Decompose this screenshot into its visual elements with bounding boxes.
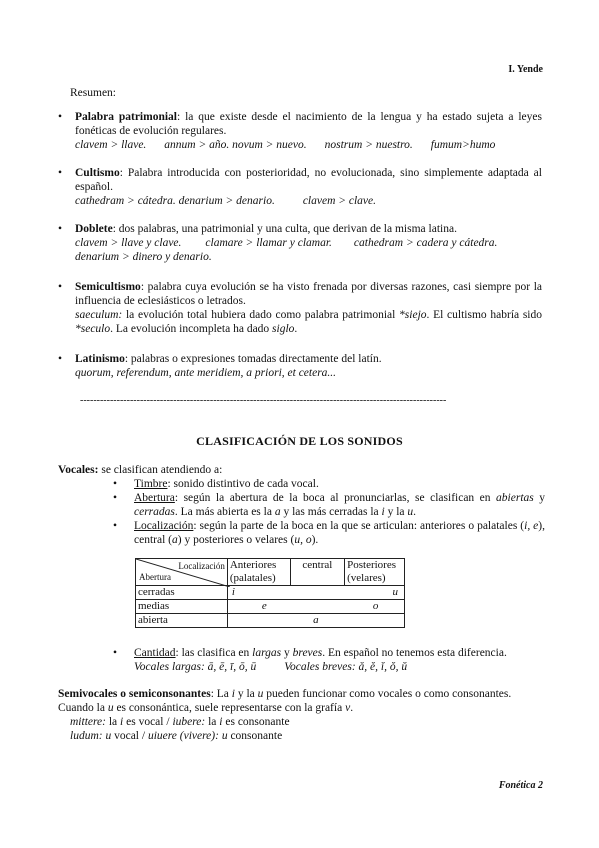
- vocales-largas: Vocales largas: ā, ē, ī, ō, ū: [134, 661, 257, 673]
- bullet-icon: •: [113, 520, 118, 532]
- localizacion-item: • Localización: según la parte de la boca en la que se articulan: anteriores o palatales (i, e), central (a) y posteriores o velares (u, o).: [113, 520, 545, 546]
- term: Cultismo: [75, 167, 120, 179]
- header-author: I. Yende: [508, 64, 543, 75]
- vowel-table: [135, 558, 405, 628]
- examples: [75, 236, 542, 250]
- timbre-item: • Timbre: sonido distintivo de cada vocal.: [113, 478, 319, 490]
- example: cathedram > cátedra. denarium > denario.: [75, 195, 275, 207]
- bullet-icon: •: [58, 353, 63, 365]
- example: clavem > llave y clave.: [75, 237, 182, 249]
- bullet-icon: •: [113, 492, 118, 504]
- example: cathedram > cadera y cátedra.: [353, 237, 498, 249]
- semivocales-block: Semivocales o semiconsonantes: La i y la u pueden funcionar como vocales o como consonantes. Cuando la u es consonántica, suele representarse con la grafía v. mittere: la i es vocal / iubere: la i es consonante ludum: u vocal / uiuere (vivere): u consonante: [58, 688, 512, 742]
- examples: [75, 366, 542, 380]
- bullet-icon: •: [58, 111, 63, 123]
- table-header: Posteriores (velares): [345, 559, 405, 586]
- definition: : dos palabras, una patrimonial y una culta, que derivan de la misma latina.: [112, 223, 457, 235]
- example: nostrum > nuestro.: [324, 139, 413, 151]
- item-doblete: [58, 222, 542, 264]
- vocales-breves: Vocales breves: ă, ĕ, ĭ, ŏ, ŭ: [284, 661, 408, 673]
- item-latinismo: [58, 352, 542, 380]
- bullet-icon: •: [113, 478, 118, 490]
- definition: : palabra cuya evolución se ha visto frenada por diversas razones, casi siempre por la influencia de eclesiásticos o letrados.: [75, 281, 542, 307]
- example: annum > año. novum > nuevo.: [164, 139, 307, 151]
- term: Palabra patrimonial: [75, 111, 177, 123]
- footer: Fonética 2: [498, 780, 543, 791]
- bullet-icon: •: [58, 167, 63, 179]
- bullet-icon: •: [113, 647, 118, 659]
- definition: : palabras o expresiones tomadas directamente del latín.: [124, 353, 382, 365]
- item-cultismo: [58, 166, 542, 208]
- table-row: abierta a: [136, 614, 405, 628]
- item-palabra-patrimonial: [58, 110, 542, 152]
- term: Latinismo: [75, 353, 125, 365]
- table-row: medias e o: [136, 600, 405, 614]
- definition: : Palabra introducida con posterioridad, no evolucionada, sino simplemente adaptada al español.: [75, 167, 542, 193]
- examples-2: [75, 250, 542, 264]
- separator: --------------------------------------------------------------------------------------------------------------: [80, 395, 447, 406]
- term: Doblete: [75, 223, 113, 235]
- definition: : la que existe desde el nacimiento de la lengua y ha estado sujeta a leyes fonéticas de evolución regulares.: [75, 111, 542, 137]
- example: clavem > clave.: [302, 195, 377, 207]
- example: clavem > llave.: [75, 139, 147, 151]
- table-corner: Localización Abertura: [136, 559, 228, 586]
- bullet-icon: •: [58, 223, 63, 235]
- vocales-heading: Vocales: se clasifican atendiendo a:: [58, 464, 223, 476]
- intro-label: Resumen:: [70, 87, 116, 99]
- table-row: cerradas i u: [136, 586, 405, 600]
- section-title: CLASIFICACIÓN DE LOS SONIDOS: [196, 434, 403, 448]
- abertura-item: • Abertura: según la abertura de la boca al pronunciarlas, se clasifican en abiertas y cerradas. La más abierta es la a y las más cerradas la i y la u.: [113, 492, 546, 518]
- term: Semicultismo: [75, 281, 141, 293]
- example: fumum>humo: [430, 139, 496, 151]
- example: clamare > llamar y clamar.: [205, 237, 332, 249]
- examples: [75, 138, 542, 152]
- example: denarium > dinero y denario.: [75, 251, 212, 263]
- table-header: central: [290, 559, 345, 586]
- table-header: Anteriores (palatales): [227, 559, 290, 586]
- example: quorum, referendum, ante meridiem, a priori, et cetera...: [75, 367, 337, 379]
- semicultismo-example: saeculum: la evolución total hubiera dado como palabra patrimonial *siejo. El cultismo habría sido *seculo. La evolución incompleta ha dado siglo.: [75, 309, 543, 335]
- examples: [75, 194, 542, 208]
- cantidad-item: • Cantidad: las clasifica en largas y breves. En español no tenemos esta diferencia. Vocales largas: ā, ē, ī, ō, ū Vocales breves: ă, ĕ, ĭ, ŏ, ŭ: [113, 647, 507, 673]
- bullet-icon: •: [58, 281, 63, 293]
- item-semicultismo: [58, 280, 542, 336]
